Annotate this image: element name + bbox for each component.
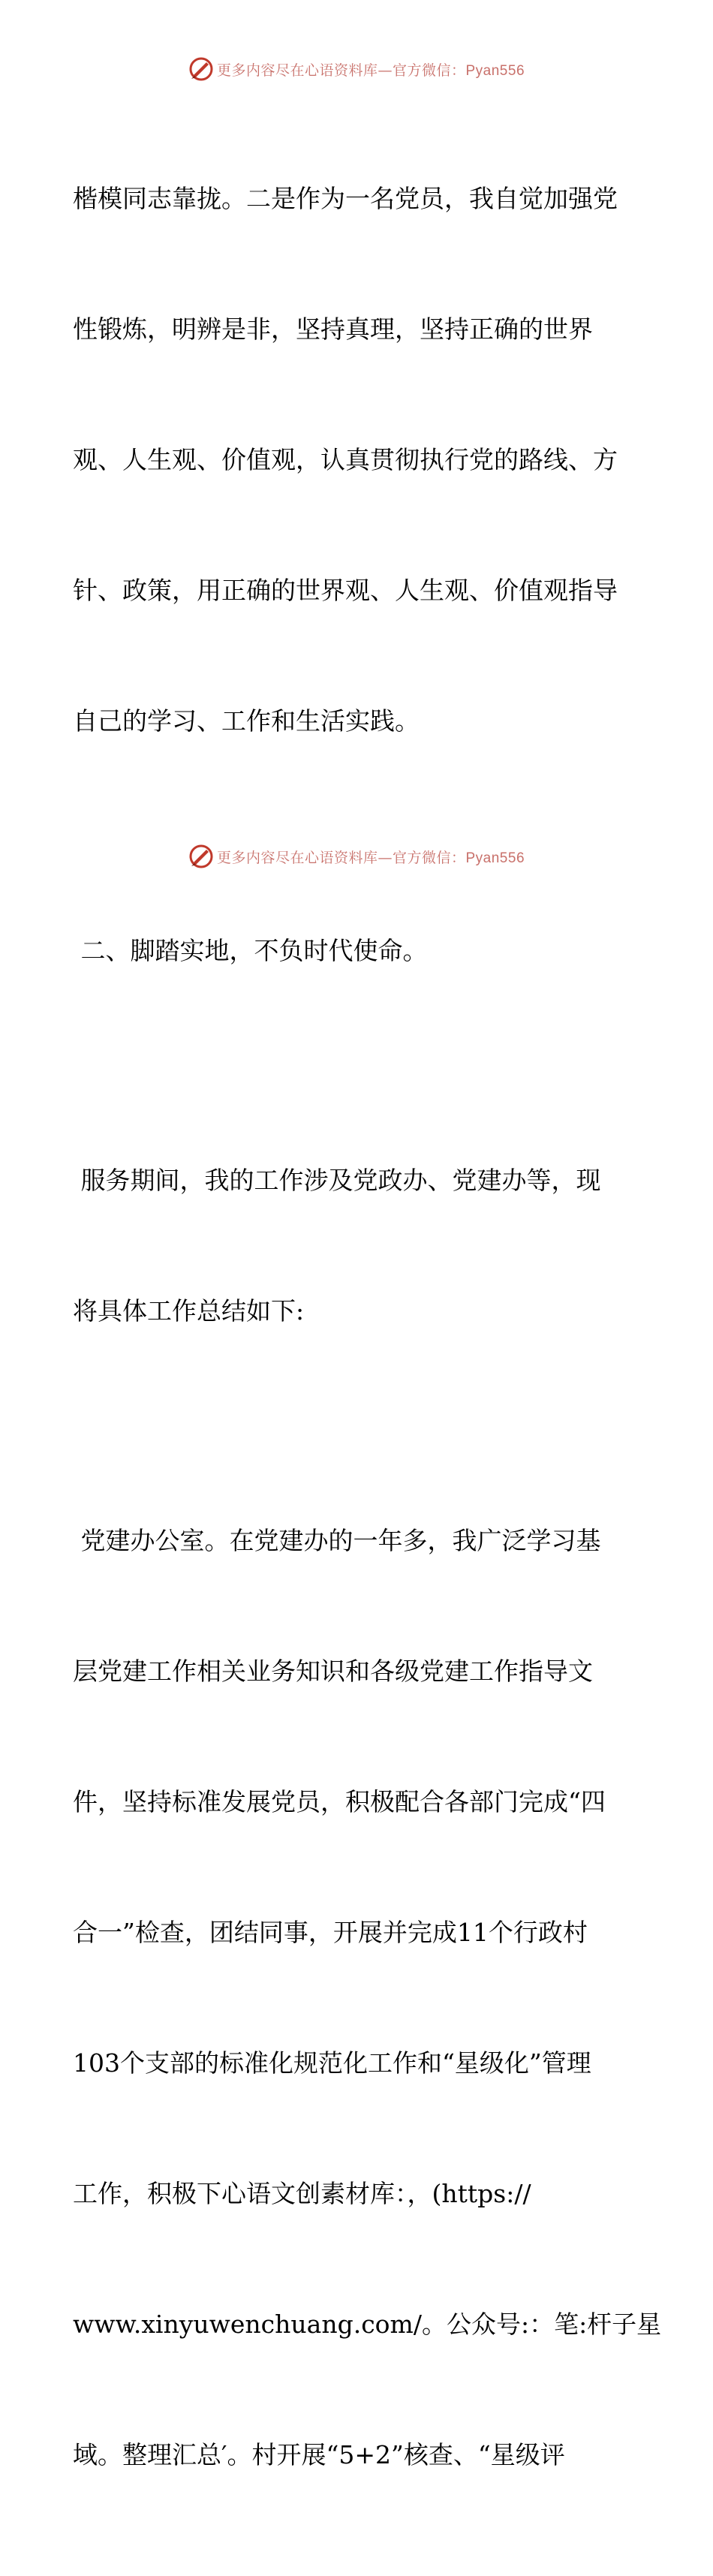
text-line: 性锻炼，明辨是非，坚持真理，坚持正确的世界	[73, 314, 593, 344]
text-line: 观、人生观、价值观，认真贯彻执行党的路线、方	[73, 445, 618, 474]
paragraph	[73, 90, 643, 830]
text-line: 服务期间，我的工作涉及党政办、党建办等，现	[73, 1166, 601, 1195]
text-line: 党建办公室。在党建办的一年多，我广泛学习基	[73, 1526, 601, 1555]
text-line: 103个支部的标准化规范化工作和“星级化”管理	[73, 2048, 591, 2078]
text-line: 域。整理汇总′。村开展“5+2”核查、“星级评	[73, 2440, 565, 2469]
text-line: 自己的学习、工作和生活实践。	[73, 706, 420, 736]
text-line: 合一”检查，团结同事，开展并完成11个行政村	[73, 1918, 588, 1947]
text-line: 针、政策，用正确的世界观、人生观、价值观指导	[73, 576, 618, 605]
text-line: www.xinyuwenchuang.com/。公众号:：笔:杆子星	[73, 2310, 662, 2339]
section-heading	[73, 842, 643, 1060]
text-line: 工作，积极下心语文创素材库：，(https://	[73, 2179, 531, 2208]
text-line: 层党建工作相关业务知识和各级党建工作指导文	[73, 1657, 593, 1686]
pen-logo-icon	[188, 844, 214, 869]
header-watermark	[0, 54, 713, 84]
banner-text: 更多内容尽在心语资料库—官方微信：Pyan556	[216, 849, 525, 866]
footer-watermark	[0, 841, 713, 871]
banner-text: 更多内容尽在心语资料库—官方微信：Pyan556	[216, 62, 525, 79]
paragraph	[73, 1432, 662, 2564]
text-line: 楷模同志靠拢。二是作为一名党员，我自觉加强党	[73, 184, 618, 213]
text-line: 将具体工作总结如下:	[73, 1296, 305, 1326]
text-line: 件，坚持标准发展党员，积极配合各部门完成“四	[73, 1787, 606, 1816]
paragraph	[73, 1072, 643, 1420]
text-line: 二、脚踏实地，不负时代使命。	[73, 936, 428, 965]
pen-logo-icon	[188, 56, 214, 82]
document-body	[73, 90, 662, 2576]
